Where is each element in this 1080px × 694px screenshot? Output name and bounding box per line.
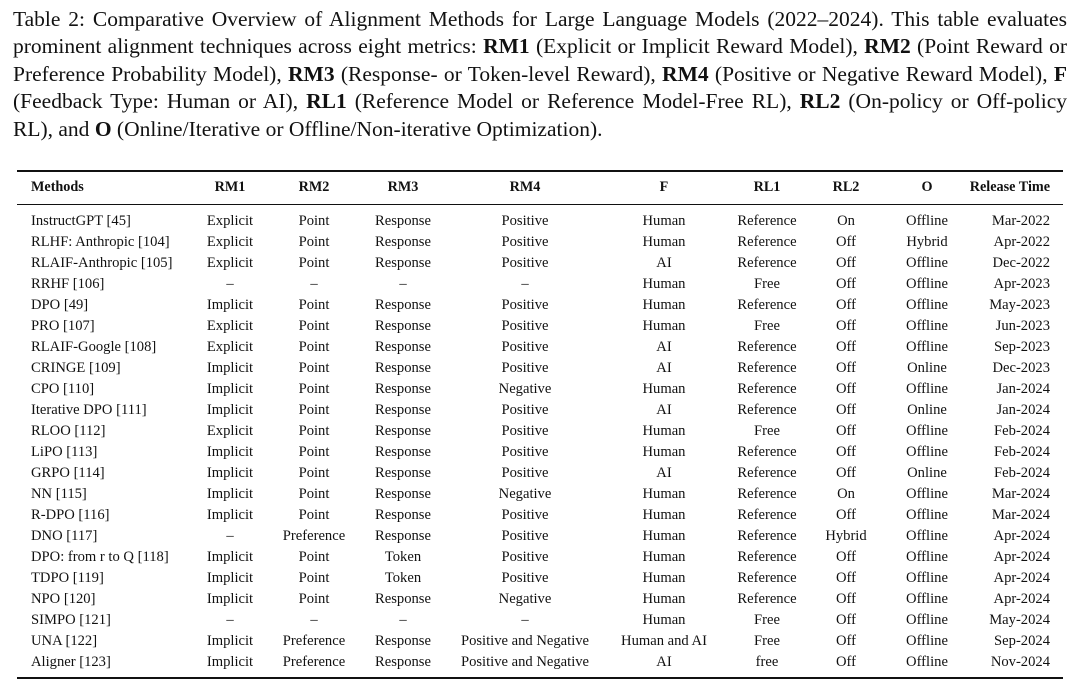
cell-rm2: Preference [282, 633, 346, 649]
header-rm1: RM1 [214, 178, 246, 195]
header-methods: Methods [31, 178, 84, 195]
table-row [17, 631, 1063, 652]
cell-rl1: Reference [737, 486, 797, 502]
cell-f: Human [642, 234, 686, 250]
cell-rm2: Point [298, 465, 330, 481]
caption-metric-abbr: RM3 [288, 61, 335, 86]
caption-metric-abbr: RL1 [306, 89, 347, 114]
cell-rl2: Off [836, 549, 856, 565]
cell-rl2: On [837, 486, 855, 502]
cell-rm4: Positive [501, 318, 549, 334]
cell-release-time: May-2023 [989, 297, 1050, 313]
cell-rm3: Token [384, 570, 422, 586]
caption-metric-abbr: RM1 [483, 34, 530, 59]
caption-metric-abbr: RM2 [864, 34, 911, 59]
cell-f: AI [656, 402, 672, 418]
caption-metric-desc: (Feedback Type: Human or AI), [13, 89, 307, 114]
table-row [17, 337, 1063, 358]
cell-rm3: Response [375, 591, 431, 607]
cell-o: Offline [906, 633, 948, 649]
cell-method: RLAIF-Anthropic [105] [31, 255, 173, 271]
header-rl1: RL1 [753, 178, 781, 195]
cell-o: Online [907, 360, 947, 376]
table-row [17, 379, 1063, 400]
cell-rm1: Implicit [206, 486, 254, 502]
table-row [17, 274, 1063, 295]
cell-rm2: Point [298, 507, 330, 523]
cell-release-time: May-2024 [989, 612, 1050, 628]
cell-release-time: Mar-2022 [991, 213, 1050, 229]
cell-rl2: Off [836, 444, 856, 460]
alignment-methods-table [17, 170, 1063, 673]
cell-method: RLAIF-Google [108] [31, 339, 157, 355]
caption-metric-desc: (Positive or Negative Reward Model), [708, 61, 1054, 86]
cell-rm1: Implicit [206, 444, 254, 460]
cell-o: Offline [906, 339, 948, 355]
cell-rm1: Implicit [206, 507, 254, 523]
cell-release-time: Nov-2024 [990, 654, 1050, 670]
cell-rm4: Positive [501, 528, 549, 544]
cell-f: Human [642, 570, 686, 586]
cell-o: Offline [906, 570, 948, 586]
cell-rl1: Reference [737, 549, 797, 565]
cell-rl1: Reference [737, 381, 797, 397]
cell-o: Offline [906, 528, 948, 544]
cell-method: CPO [110] [31, 381, 95, 397]
cell-rm4: Positive [501, 213, 549, 229]
header-rm3: RM3 [387, 178, 419, 195]
cell-rl1: Reference [737, 507, 797, 523]
cell-rm2: Point [298, 423, 330, 439]
cell-method: R-DPO [116] [31, 507, 110, 523]
cell-f: Human [642, 213, 686, 229]
cell-rm1: Implicit [206, 381, 254, 397]
cell-rm1: Explicit [206, 423, 254, 439]
table-row [17, 442, 1063, 463]
cell-method: InstructGPT [45] [31, 213, 131, 229]
cell-rl2: Off [836, 360, 856, 376]
cell-release-time: Dec-2023 [992, 360, 1050, 376]
cell-f: Human [642, 276, 686, 292]
cell-rl2: On [837, 213, 855, 229]
cell-rm3: – [399, 612, 407, 628]
cell-rm1: Implicit [206, 570, 254, 586]
cell-release-time: Jan-2024 [996, 402, 1050, 418]
cell-rm3: Response [375, 381, 431, 397]
cell-o: Offline [906, 318, 948, 334]
table-row [17, 526, 1063, 547]
cell-rm4: Positive and Negative [460, 654, 590, 670]
cell-rl2: Off [836, 507, 856, 523]
cell-method: PRO [107] [31, 318, 95, 334]
cell-rm2: Preference [282, 654, 346, 670]
table-bottom-rule [17, 677, 1063, 679]
cell-method: DNO [117] [31, 528, 98, 544]
cell-rm1: Explicit [206, 255, 254, 271]
caption-metric-desc: (Point Reward or Preference Probability Model), [13, 34, 1067, 86]
cell-rm1: Implicit [206, 549, 254, 565]
cell-f: Human [642, 507, 686, 523]
cell-rm3: Response [375, 318, 431, 334]
cell-rm1: Explicit [206, 318, 254, 334]
cell-rm4: Positive [501, 402, 549, 418]
cell-rm3: Response [375, 234, 431, 250]
cell-rm1: Explicit [206, 339, 254, 355]
cell-method: GRPO [114] [31, 465, 105, 481]
cell-method: Aligner [123] [31, 654, 111, 670]
alignment-methods-table-container [17, 170, 1063, 673]
table-row [17, 610, 1063, 631]
table-row [17, 232, 1063, 253]
cell-f: Human [642, 444, 686, 460]
cell-rm2: Point [298, 381, 330, 397]
cell-rl2: Off [836, 591, 856, 607]
cell-rl2: Off [836, 318, 856, 334]
cell-o: Offline [906, 381, 948, 397]
cell-o: Offline [906, 276, 948, 292]
cell-release-time: Sep-2024 [994, 633, 1050, 649]
cell-rm4: Positive [501, 360, 549, 376]
table-row [17, 295, 1063, 316]
cell-rl2: Off [836, 234, 856, 250]
cell-o: Offline [906, 297, 948, 313]
cell-rm3: Response [375, 633, 431, 649]
cell-rm2: Point [298, 213, 330, 229]
cell-rm4: Positive [501, 549, 549, 565]
header-f: F [659, 178, 669, 195]
cell-rm1: Implicit [206, 465, 254, 481]
cell-rm1: Implicit [206, 591, 254, 607]
cell-release-time: Dec-2022 [992, 255, 1050, 271]
cell-rm2: Point [298, 318, 330, 334]
cell-rm2: Point [298, 549, 330, 565]
cell-rm2: Point [298, 234, 330, 250]
cell-rm3: Response [375, 423, 431, 439]
cell-rl2: Off [836, 570, 856, 586]
cell-rm3: Response [375, 654, 431, 670]
cell-release-time: Sep-2023 [994, 339, 1050, 355]
table-row [17, 505, 1063, 526]
table-row [17, 652, 1063, 673]
cell-release-time: Feb-2024 [994, 423, 1050, 439]
cell-rm4: Positive [501, 444, 549, 460]
cell-rm2: Point [298, 486, 330, 502]
cell-release-time: Apr-2024 [993, 549, 1050, 565]
table-row [17, 400, 1063, 421]
table-row [17, 253, 1063, 274]
cell-rm4: – [521, 276, 529, 292]
cell-o: Offline [906, 486, 948, 502]
cell-f: Human [642, 486, 686, 502]
header-rm4: RM4 [509, 178, 541, 195]
cell-rm3: Response [375, 402, 431, 418]
cell-rl2: Off [836, 402, 856, 418]
cell-rm4: Negative [498, 591, 552, 607]
table-row [17, 421, 1063, 442]
cell-rm3: Token [384, 549, 422, 565]
cell-rm1: Implicit [206, 633, 254, 649]
cell-rm3: Response [375, 507, 431, 523]
caption-metric-desc: (Reference Model or Reference Model-Free RL), [346, 89, 800, 114]
cell-rm3: – [399, 276, 407, 292]
cell-rm2: Preference [282, 528, 346, 544]
cell-rl2: Off [836, 654, 856, 670]
cell-rm4: Positive [501, 570, 549, 586]
cell-release-time: Jun-2023 [995, 318, 1050, 334]
cell-rl1: Reference [737, 465, 797, 481]
cell-method: DPO [49] [31, 297, 89, 313]
cell-rl1: free [755, 654, 779, 670]
cell-rm4: Negative [498, 381, 552, 397]
cell-rl1: Reference [737, 255, 797, 271]
cell-rl1: Reference [737, 570, 797, 586]
cell-rm2: – [310, 276, 318, 292]
cell-o: Offline [906, 507, 948, 523]
cell-rm3: Response [375, 339, 431, 355]
cell-rm3: Response [375, 213, 431, 229]
cell-rm4: Positive [501, 255, 549, 271]
cell-rm3: Response [375, 297, 431, 313]
cell-rl2: Off [836, 465, 856, 481]
cell-rm1: – [226, 612, 234, 628]
cell-f: Human [642, 297, 686, 313]
cell-rl1: Free [754, 276, 780, 292]
cell-rl2: Hybrid [825, 528, 867, 544]
cell-f: AI [656, 360, 672, 376]
cell-rm2: Point [298, 444, 330, 460]
table-row [17, 589, 1063, 610]
cell-f: AI [656, 255, 672, 271]
cell-rm4: Positive [501, 423, 549, 439]
table-row [17, 547, 1063, 568]
cell-rm2: Point [298, 339, 330, 355]
cell-rl2: Off [836, 612, 856, 628]
caption-metric-abbr: F [1053, 61, 1067, 86]
cell-o: Online [907, 465, 947, 481]
cell-o: Offline [906, 654, 948, 670]
caption-metric-abbr: O [94, 116, 112, 141]
table-row [17, 568, 1063, 589]
cell-method: RLHF: Anthropic [104] [31, 234, 170, 250]
caption-metric-desc: (Response- or Token-level Reward), [334, 61, 663, 86]
cell-f: Human [642, 318, 686, 334]
cell-rl2: Off [836, 255, 856, 271]
cell-f: Human [642, 549, 686, 565]
cell-o: Offline [906, 255, 948, 271]
cell-rm4: Positive [501, 339, 549, 355]
cell-rm2: – [310, 612, 318, 628]
cell-o: Online [907, 402, 947, 418]
cell-f: Human [642, 612, 686, 628]
header-release-time: Release Time [969, 178, 1050, 195]
cell-rl2: Off [836, 423, 856, 439]
cell-release-time: Apr-2024 [993, 591, 1050, 607]
caption-metric-abbr: RM4 [662, 61, 709, 86]
table-body [17, 204, 1063, 673]
cell-method: Iterative DPO [111] [31, 402, 147, 418]
cell-o: Offline [906, 612, 948, 628]
cell-rm1: Implicit [206, 654, 254, 670]
cell-release-time: Jan-2024 [996, 381, 1050, 397]
cell-rm4: Positive [501, 297, 549, 313]
cell-rl1: Reference [737, 234, 797, 250]
cell-rm3: Response [375, 486, 431, 502]
cell-rm4: Positive [501, 234, 549, 250]
cell-o: Offline [906, 213, 948, 229]
cell-f: Human and AI [621, 633, 707, 649]
cell-rm3: Response [375, 255, 431, 271]
cell-rm4: Positive and Negative [460, 633, 590, 649]
cell-rm1: Implicit [206, 360, 254, 376]
cell-rl1: Reference [737, 444, 797, 460]
cell-release-time: Feb-2024 [994, 465, 1050, 481]
cell-rm3: Response [375, 465, 431, 481]
cell-rm1: – [226, 528, 234, 544]
cell-rm4: Negative [498, 486, 552, 502]
table-row [17, 484, 1063, 505]
cell-method: DPO: from r to Q [118] [31, 549, 169, 565]
cell-rm4: – [521, 612, 529, 628]
cell-rl1: Free [754, 633, 780, 649]
cell-method: TDPO [119] [31, 570, 104, 586]
cell-rm2: Point [298, 360, 330, 376]
cell-rl2: Off [836, 633, 856, 649]
cell-method: UNA [122] [31, 633, 98, 649]
cell-o: Offline [906, 549, 948, 565]
cell-rl2: Off [836, 276, 856, 292]
cell-rl2: Off [836, 381, 856, 397]
cell-method: RRHF [106] [31, 276, 105, 292]
cell-f: Human [642, 423, 686, 439]
cell-method: LiPO [113] [31, 444, 98, 460]
cell-rm1: Explicit [206, 213, 254, 229]
cell-rl2: Off [836, 297, 856, 313]
cell-rm1: Explicit [206, 234, 254, 250]
cell-rl1: Free [754, 612, 780, 628]
cell-rm2: Point [298, 255, 330, 271]
caption-lead: Table 2: Comparative Overview of Alignment Methods for Large Language Models (2022–2024). This table evaluates prominent alignment techniques across eight metrics: [13, 7, 1067, 59]
cell-release-time: Apr-2024 [993, 528, 1050, 544]
cell-f: Human [642, 381, 686, 397]
cell-rm2: Point [298, 297, 330, 313]
cell-rl1: Free [754, 318, 780, 334]
table-row [17, 463, 1063, 484]
cell-rm2: Point [298, 591, 330, 607]
cell-release-time: Apr-2024 [993, 570, 1050, 586]
cell-method: SIMPO [121] [31, 612, 111, 628]
header-rl2: RL2 [832, 178, 860, 195]
cell-method: RLOO [112] [31, 423, 106, 439]
caption-metric-desc: (Online/Iterative or Offline/Non-iterative Optimization). [111, 116, 603, 141]
table-caption [13, 6, 1067, 143]
cell-rm1: – [226, 276, 234, 292]
cell-release-time: Feb-2024 [994, 444, 1050, 460]
caption-metric-desc: (Explicit or Implicit Reward Model), [529, 34, 865, 59]
cell-release-time: Apr-2022 [993, 234, 1050, 250]
header-rm2: RM2 [298, 178, 330, 195]
header-o: O [921, 178, 933, 195]
cell-f: Human [642, 528, 686, 544]
cell-release-time: Mar-2024 [991, 507, 1050, 523]
cell-o: Offline [906, 423, 948, 439]
cell-o: Offline [906, 591, 948, 607]
cell-rl1: Reference [737, 528, 797, 544]
cell-o: Offline [906, 444, 948, 460]
cell-rm2: Point [298, 570, 330, 586]
cell-f: Human [642, 591, 686, 607]
cell-release-time: Apr-2023 [993, 276, 1050, 292]
cell-rl1: Reference [737, 402, 797, 418]
table-row [17, 358, 1063, 379]
cell-rm3: Response [375, 528, 431, 544]
cell-rm4: Positive [501, 507, 549, 523]
cell-f: AI [656, 339, 672, 355]
caption-metric-desc: (On-policy or Off-policy RL), and [13, 89, 1068, 141]
cell-rl2: Off [836, 339, 856, 355]
cell-release-time: Mar-2024 [991, 486, 1050, 502]
cell-rl1: Reference [737, 339, 797, 355]
cell-rl1: Free [754, 423, 780, 439]
table-row [17, 316, 1063, 337]
cell-rl1: Reference [737, 213, 797, 229]
cell-rm4: Positive [501, 465, 549, 481]
table-row [17, 204, 1063, 232]
cell-f: AI [656, 654, 672, 670]
cell-method: NN [115] [31, 486, 87, 502]
cell-rl1: Reference [737, 360, 797, 376]
cell-rm1: Implicit [206, 402, 254, 418]
cell-o: Hybrid [906, 234, 948, 250]
cell-method: CRINGE [109] [31, 360, 121, 376]
table-header-row [17, 170, 1063, 204]
caption-metric-abbr: RL2 [799, 89, 841, 114]
cell-rl1: Reference [737, 297, 797, 313]
cell-f: AI [656, 465, 672, 481]
cell-method: NPO [120] [31, 591, 96, 607]
cell-rl1: Reference [737, 591, 797, 607]
cell-rm1: Implicit [206, 297, 254, 313]
cell-rm3: Response [375, 360, 431, 376]
cell-rm2: Point [298, 402, 330, 418]
cell-rm3: Response [375, 444, 431, 460]
